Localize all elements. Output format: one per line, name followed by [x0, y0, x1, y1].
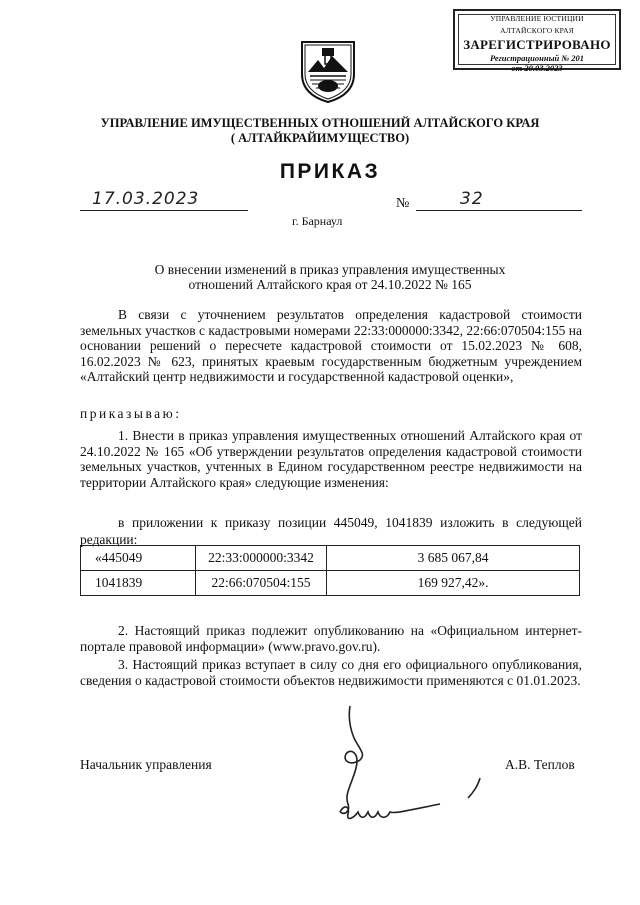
table-cell-position: «445049 [81, 546, 196, 571]
number-sign: № [396, 196, 410, 211]
cadastral-table [80, 545, 580, 596]
subject [100, 262, 560, 292]
number-underline [416, 210, 582, 211]
item-1: 1. Внести в приказ управления имущественных отношений Алтайского края от 24.10.2022 № 165 «Об утверждении результатов определения кадастровой стоимости земельных участков, учтенных в Едином государственном реестре недвижимости на территории Алтайского края» следующие изменения: [80, 428, 582, 490]
item-2: 2. Настоящий приказ подлежит опубликованию на «Официальном интернет-портале правовой информации» (www.pravo.gov.ru). [80, 623, 582, 654]
city: г. Барнаул [292, 214, 343, 228]
table-cell-cadastral-number: 22:33:000000:3342 [196, 546, 327, 571]
table-cell-value: 169 927,42». [327, 571, 580, 596]
registration-stamp [453, 9, 621, 73]
signer-name: А.В. Теплов [505, 757, 575, 772]
table-row [81, 571, 580, 596]
table-row [81, 546, 580, 571]
org-name: УПРАВЛЕНИЕ ИМУЩЕСТВЕННЫХ ОТНОШЕНИЙ АЛТАЙСКОГО КРАЯ [100, 116, 540, 130]
stamp-status: ЗАРЕГИСТРИРОВАНО [463, 37, 611, 52]
date-underline [80, 210, 248, 211]
document-number: 32 [460, 189, 484, 209]
handwritten-signature [320, 698, 500, 848]
stamp-line1: УПРАВЛЕНИЕ ЮСТИЦИИ [490, 14, 584, 23]
item-1-sub: в приложении к приказу позиции 445049, 1041839 изложить в следующей редакции: [80, 515, 582, 547]
item-3: 3. Настоящий приказ вступает в силу со дня его официального опубликования, сведения о кадастровой стоимости объектов недвижимости применяются с 01.01.2023. [80, 657, 582, 688]
document-title: ПРИКАЗ [279, 160, 381, 183]
stamp-reg-number: Регистрационный № 201 [490, 53, 584, 63]
stamp-line2: АЛТАЙСКОГО КРАЯ [500, 26, 574, 35]
preamble: В связи с уточнением результатов определения кадастровой стоимости земельных участков с кадастровыми номерами 22:33:000000:3342, 22:66:070504:155 на основании решений о пересчете кадастровой стоимости от 15.02.2023 № 608, 16.02.2023 № 623, принятых краевым государственным бюджетным учреждением «Алтайский центр недвижимости и государственной кадастровой оценки», [80, 307, 582, 384]
stamp-reg-date: от 20.03.2023 [511, 63, 563, 73]
table-cell-cadastral-number: 22:66:070504:155 [196, 571, 327, 596]
table-cell-value: 3 685 067,84 [327, 546, 580, 571]
coat-of-arms-icon [296, 38, 360, 104]
subject-line2: отношений Алтайского края от 24.10.2022 № 165 [188, 277, 472, 292]
document-date: 17.03.2023 [92, 189, 200, 209]
org-short-name: ( АЛТАЙКРАЙИМУЩЕСТВО) [230, 131, 410, 145]
signer-position: Начальник управления [80, 757, 212, 772]
subject-line1: О внесении изменений в приказ управления имущественных [154, 262, 506, 277]
table-cell-position: 1041839 [81, 571, 196, 596]
order-word: приказываю: [80, 406, 182, 421]
